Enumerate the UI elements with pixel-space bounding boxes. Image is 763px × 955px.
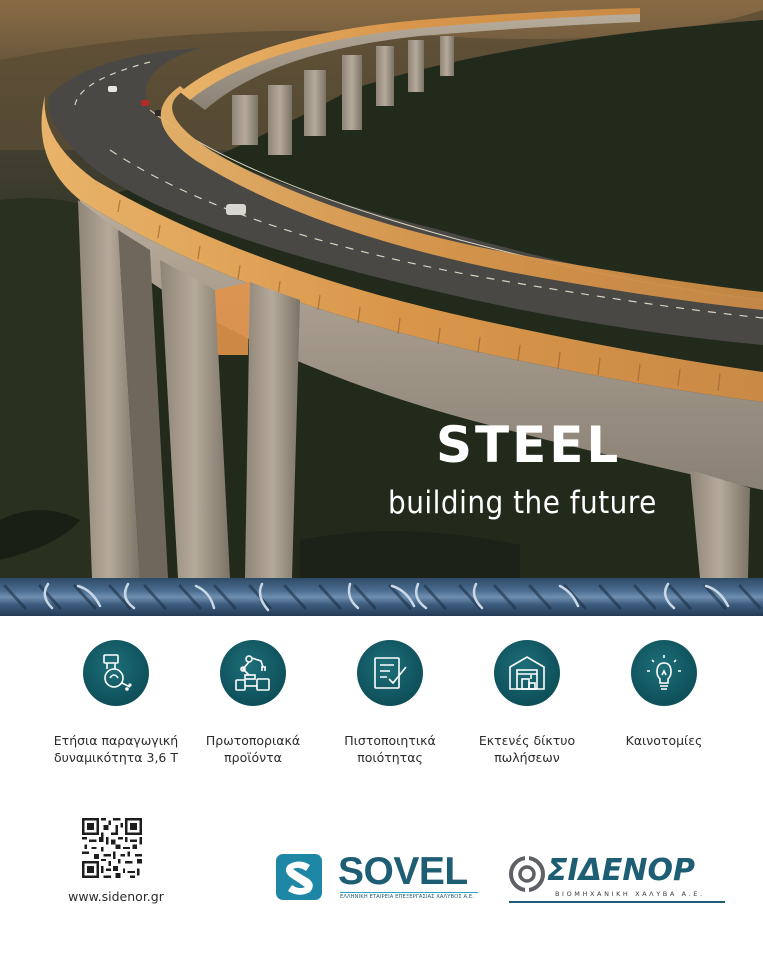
sidenor-subtitle: ΒΙΟΜΗΧΑΝΙΚΗ ΧΑΛΥΒΑ Α.Ε. [555, 890, 705, 898]
feature-capacity [46, 640, 186, 766]
factory-icon [83, 640, 149, 706]
feature-label: Πιστοποιητικά ποιότητας [344, 733, 436, 765]
qr-code[interactable] [82, 818, 142, 878]
website-link[interactable]: www.sidenor.gr [68, 889, 164, 904]
rebar-divider [0, 578, 763, 616]
feature-label: Ετήσια παραγωγική δυναμικότητα 3,6 Τ [53, 733, 179, 765]
feature-quality-certificates [320, 640, 460, 766]
feature-sales-network [457, 640, 597, 766]
sovel-logo [276, 852, 481, 904]
feature-innovative-products [183, 640, 323, 766]
feature-label: Πρωτοποριακά προϊόντα [205, 733, 301, 765]
sidenor-logo [509, 854, 729, 904]
sidenor-mark-icon [509, 856, 545, 892]
features-row [0, 630, 763, 780]
tagline: building the future [388, 485, 657, 521]
feature-innovations [594, 640, 734, 749]
lightbulb-icon [631, 640, 697, 706]
sovel-name: SOVEL [338, 850, 468, 893]
rebar-ribs [0, 578, 763, 616]
feature-label: Καινοτομίες [625, 733, 703, 748]
certificate-checklist-icon [357, 640, 423, 706]
sovel-mark-icon [276, 852, 326, 902]
feature-label: Εκτενές δίκτυο πωλήσεων [478, 733, 576, 765]
headline: STEEL [436, 416, 622, 474]
robot-arm-icon [220, 640, 286, 706]
sovel-subtitle: ΕΛΛΗΝΙΚΗ ΕΤΑΙΡΕΙΑ ΕΠΕΞΕΡΓΑΣΙΑΣ ΧΑΛΥΒΟΣ Α.Ε. [340, 892, 478, 900]
sidenor-name: ΣΙΔΕΝΟΡ [547, 853, 695, 888]
warehouse-icon [494, 640, 560, 706]
sidenor-rule [509, 901, 725, 903]
